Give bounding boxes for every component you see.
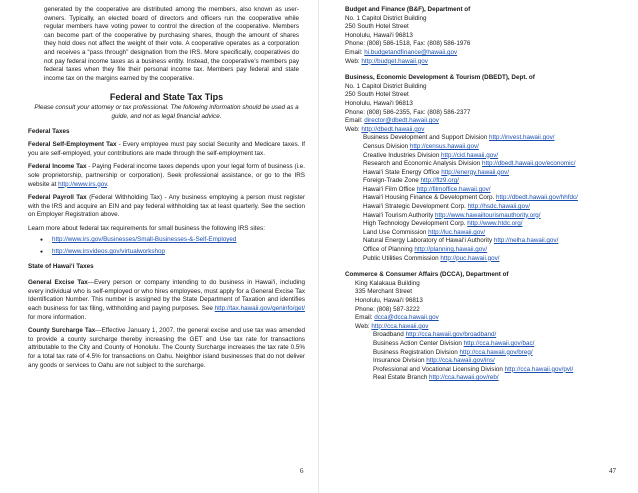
division-link[interactable]: http://cca.hawaii.gov/bac/ bbox=[463, 339, 535, 347]
list-item bbox=[373, 357, 618, 366]
list-item bbox=[363, 134, 618, 143]
list-item bbox=[363, 186, 618, 195]
county-surcharge-paragraph bbox=[28, 327, 305, 370]
division-name: Natural Energy Laboratory of Hawai‘i Authority bbox=[363, 237, 494, 245]
address-line: No. 1 Capitol District Building bbox=[345, 14, 427, 22]
phone-line: Phone: (808) 587-3222 bbox=[355, 305, 420, 313]
irs-videos-link[interactable]: http://www.irsvideos.gov/virtualworkshop bbox=[52, 248, 166, 256]
division-link[interactable]: http://cca.hawaii.gov/pvl/ bbox=[504, 365, 574, 373]
list-item bbox=[363, 203, 618, 212]
list-item bbox=[363, 177, 618, 186]
list-item bbox=[363, 212, 618, 221]
address-line: King Kalakaua Building bbox=[355, 279, 420, 287]
tax-tips-disclaimer: Please consult your attorney or tax professional. The following information should be used as a guide, and not as legal financial advice. bbox=[34, 104, 299, 120]
division-link[interactable]: http://cca.hawaii.gov/reb/ bbox=[429, 374, 499, 382]
division-name: Hawai‘i Housing Finance & Development Corp. bbox=[363, 194, 496, 202]
division-link[interactable]: http://www.hawaiitourismauthority.org/ bbox=[434, 211, 541, 219]
division-name: Land Use Commission bbox=[363, 228, 429, 236]
division-link[interactable]: http://www.htdc.org/ bbox=[467, 220, 523, 228]
self-employment-tax-label: Federal Self-Employment Tax bbox=[28, 141, 117, 149]
state-taxes-heading: State of Hawai‘i Taxes bbox=[28, 262, 94, 270]
address-line: No. 1 Capitol District Building bbox=[345, 82, 427, 90]
division-name: Business Development and Support Division bbox=[363, 134, 490, 142]
web-label: Web: bbox=[345, 125, 362, 133]
list-item bbox=[363, 194, 618, 203]
irs-links-list bbox=[28, 236, 305, 256]
web-label: Web: bbox=[345, 57, 362, 65]
division-link[interactable]: http://dbedt.hawaii.gov/economic/ bbox=[482, 160, 576, 168]
dcca-title: Commerce & Consumer Affairs (DCCA), Department of bbox=[345, 271, 509, 279]
address-line: 250 South Hotel Street bbox=[345, 91, 409, 99]
division-link[interactable]: http://filmoffice.hawaii.gov/ bbox=[416, 185, 491, 193]
address-line: Honolulu, Hawai‘i 96813 bbox=[345, 99, 413, 107]
irs-link[interactable]: http://www.irs.gov bbox=[58, 180, 107, 188]
county-surcharge-text: —Effective January 1, 2007, the general excise and use tax was amended to provide a county surcharge thereby increasing the GET and Use tax rate for transactions attributable to the City and County of Honolulu. The County Surcharge increases the tax rate 0.5% for a total tax rate of 4.5% for transactions on Oahu. Neighbor island businesses that do not deliver any goods or services to Oahu are not subject to the surcharge. bbox=[28, 327, 305, 369]
division-name: Office of Planning bbox=[363, 246, 415, 254]
dbedt-divisions-list bbox=[345, 134, 618, 263]
address-line: Honolulu, Hawai‘i 96813 bbox=[355, 297, 423, 304]
income-tax-label: Federal Income Tax bbox=[28, 163, 87, 171]
list-item bbox=[363, 152, 618, 161]
division-name: Real Estate Branch bbox=[373, 374, 430, 382]
division-name: Insurance Division bbox=[373, 357, 427, 365]
general-excise-tax-label: General Excise Tax bbox=[28, 279, 88, 287]
division-name: Business Registration Division bbox=[373, 348, 460, 356]
payroll-tax-text: (Federal Withholding Tax) - Any business employing a person must register with the IRS and acquire an EIN and pay federal withholding tax at least quarterly. See the section on Employer Registration above. bbox=[28, 194, 305, 219]
address-line: 335 Merchant Street bbox=[355, 288, 413, 296]
web-line bbox=[345, 126, 618, 135]
division-name: Hawai‘i Tourism Authority bbox=[363, 211, 435, 219]
phone-line: Phone: (808) 586-2355, Fax: (808) 586-2377 bbox=[345, 108, 471, 116]
dcca-address-block bbox=[345, 280, 618, 383]
division-name: Research and Economic Analysis Division bbox=[363, 160, 482, 168]
division-name: Creative Industries Division bbox=[363, 151, 442, 159]
right-page-number: 47 bbox=[609, 467, 616, 475]
division-name: Hawai‘i State Energy Office bbox=[363, 168, 442, 176]
get-info-link[interactable]: http://tax.hawaii.gov/geninfo/get/ bbox=[214, 305, 305, 313]
division-link[interactable]: http://dbedt.hawaii.gov/hhfdc/ bbox=[496, 194, 578, 202]
division-name: Public Utilities Commission bbox=[363, 254, 441, 262]
email-label: Email: bbox=[345, 48, 365, 56]
list-item bbox=[363, 237, 618, 246]
email-line bbox=[345, 117, 618, 126]
list-item bbox=[363, 160, 618, 169]
division-link[interactable]: http://cid.hawaii.gov/ bbox=[441, 151, 499, 159]
payroll-tax-paragraph bbox=[28, 194, 305, 220]
income-tax-text: - Paying Federal income taxes depends upon your legal form of business (i.e. sole proprietorship, partnership or corporation). Seek professional assistance, or go to the IRS website at bbox=[28, 163, 305, 188]
division-link[interactable]: http://nelha.hawaii.gov/ bbox=[493, 237, 559, 245]
dbedt-email-link[interactable]: director@dbedt.hawaii.gov bbox=[364, 117, 439, 125]
division-link[interactable]: http://invest.hawaii.gov/ bbox=[489, 134, 555, 142]
tax-tips-title: Federal and State Tax Tips bbox=[109, 92, 224, 103]
list-item bbox=[373, 366, 618, 375]
email-label: Email: bbox=[355, 314, 375, 322]
list-item bbox=[373, 349, 618, 358]
budget-web-link[interactable]: http://budget.hawaii.gov bbox=[361, 57, 428, 65]
division-link[interactable]: http://cca.hawaii.gov/broadband/ bbox=[405, 331, 497, 339]
cooperative-paragraph: generated by the cooperative are distributed among the members, also known as user-owners. Typically, an elected board of directors and officers run the cooperative while regular members have voting power to control the direction of the cooperative. Members can become part of the cooperative by purchasing shares, though the amount of shares they hold does not affect the weight of their vote. A cooperative operates as a corporation and receives a “pass through” designation from the IRS. More specifically, cooperatives do not pay federal income taxes as a business entity. Instead, the cooperative’s members pay federal taxes when they file their personal income tax. Members pay federal and state income tax on the margins earned by the cooperative. bbox=[44, 6, 299, 82]
division-name: Foreign-Trade Zone bbox=[363, 177, 421, 185]
county-surcharge-label: County Surcharge Tax bbox=[28, 327, 96, 335]
list-item bbox=[373, 331, 618, 340]
division-link[interactable]: http://energy.hawaii.gov/ bbox=[441, 168, 510, 176]
list-item bbox=[40, 248, 305, 257]
list-item bbox=[40, 236, 305, 245]
list-item bbox=[363, 246, 618, 255]
address-line: 250 South Hotel Street bbox=[345, 23, 409, 31]
federal-taxes-heading: Federal Taxes bbox=[28, 127, 70, 135]
division-link[interactable]: http://luc.hawaii.gov/ bbox=[428, 228, 486, 236]
division-link[interactable]: http://cca.hawaii.gov/breg/ bbox=[459, 348, 533, 356]
budget-finance-title: Budget and Finance (B&F), Department of bbox=[345, 6, 471, 13]
dbedt-entry bbox=[345, 74, 618, 263]
web-line bbox=[345, 58, 618, 67]
income-tax-paragraph bbox=[28, 163, 305, 189]
list-item bbox=[363, 220, 618, 229]
division-name: High Technology Development Corp. bbox=[363, 220, 468, 228]
division-link[interactable]: http://census.hawaii.gov/ bbox=[409, 142, 479, 150]
division-name: Broadband bbox=[373, 331, 406, 339]
division-link[interactable]: http://puc.hawaii.gov/ bbox=[440, 254, 500, 262]
general-excise-tax-paragraph bbox=[28, 279, 305, 322]
general-excise-tax-end: for more information. bbox=[28, 313, 87, 321]
division-link[interactable]: http://ftz9.org/ bbox=[420, 177, 460, 185]
payroll-tax-label: Federal Payroll Tax bbox=[28, 194, 87, 202]
web-label: Web: bbox=[355, 322, 372, 330]
division-link[interactable]: http://cca.hawaii.gov/ins/ bbox=[426, 357, 495, 365]
dbedt-title: Business, Economic Development & Tourism (DBEDT), Dept. of bbox=[345, 74, 535, 82]
division-name: Professional and Vocational Licensing Division bbox=[373, 365, 505, 373]
general-excise-tax-text: —Every person or company intending to do business in Hawai‘i, including every individual who is self-employed or who hires employees, must apply for a General Excise Tax Identification Number. This number is assigned by the State Department of Taxation and identifies each business for tax filing, withholding and paying purposes. See bbox=[28, 279, 305, 313]
division-name: Hawai‘i Strategic Development Corp. bbox=[363, 203, 468, 211]
self-employment-tax-text: - Every employee must pay social Security and Medicare taxes. If you are self-employed, your contributions are made through the self-employment tax. bbox=[28, 141, 305, 157]
division-name: Hawai‘i Film Office bbox=[363, 185, 417, 193]
phone-line: Phone: (808) 586-1518, Fax: (808) 586-1976 bbox=[345, 40, 471, 48]
dcca-entry bbox=[345, 271, 618, 383]
self-employment-tax-paragraph bbox=[28, 141, 305, 158]
division-name: Business Action Center Division bbox=[373, 339, 464, 347]
list-item bbox=[373, 374, 618, 383]
irs-small-business-link[interactable]: http://www.irs.gov/Businesses/Small-Businesses-&-Self-Employed bbox=[52, 236, 237, 244]
dbedt-web-link[interactable]: http://dbedt.hawaii.gov bbox=[361, 125, 425, 133]
list-item bbox=[373, 340, 618, 349]
email-line bbox=[355, 314, 618, 323]
address-line: Honolulu, Hawai‘i 96813 bbox=[345, 31, 413, 39]
list-item bbox=[363, 255, 618, 264]
budget-finance-entry bbox=[345, 6, 618, 66]
dcca-web-link[interactable]: http://cca.hawaii.gov bbox=[371, 322, 429, 330]
division-link[interactable]: http://hsdc.hawaii.gov/ bbox=[467, 203, 530, 211]
division-link[interactable]: http://planning.hawaii.gov/ bbox=[414, 246, 488, 254]
list-item bbox=[363, 143, 618, 152]
list-item bbox=[363, 229, 618, 238]
web-line bbox=[355, 323, 618, 332]
left-page-number: 6 bbox=[300, 467, 304, 475]
dcca-email-link[interactable]: dcca@dcca.hawaii.gov bbox=[374, 314, 439, 322]
income-tax-end: . bbox=[106, 180, 109, 188]
right-page bbox=[319, 0, 638, 493]
email-label: Email: bbox=[345, 117, 365, 125]
division-name: Census Division bbox=[363, 142, 410, 150]
budget-email-link[interactable]: hi.budgetandfinance@hawaii.gov bbox=[364, 48, 458, 56]
learn-more-text: Learn more about federal tax requirements for small business the following IRS sites: bbox=[28, 224, 265, 232]
list-item bbox=[363, 169, 618, 178]
email-line bbox=[345, 49, 618, 58]
dcca-divisions-list bbox=[355, 331, 618, 383]
